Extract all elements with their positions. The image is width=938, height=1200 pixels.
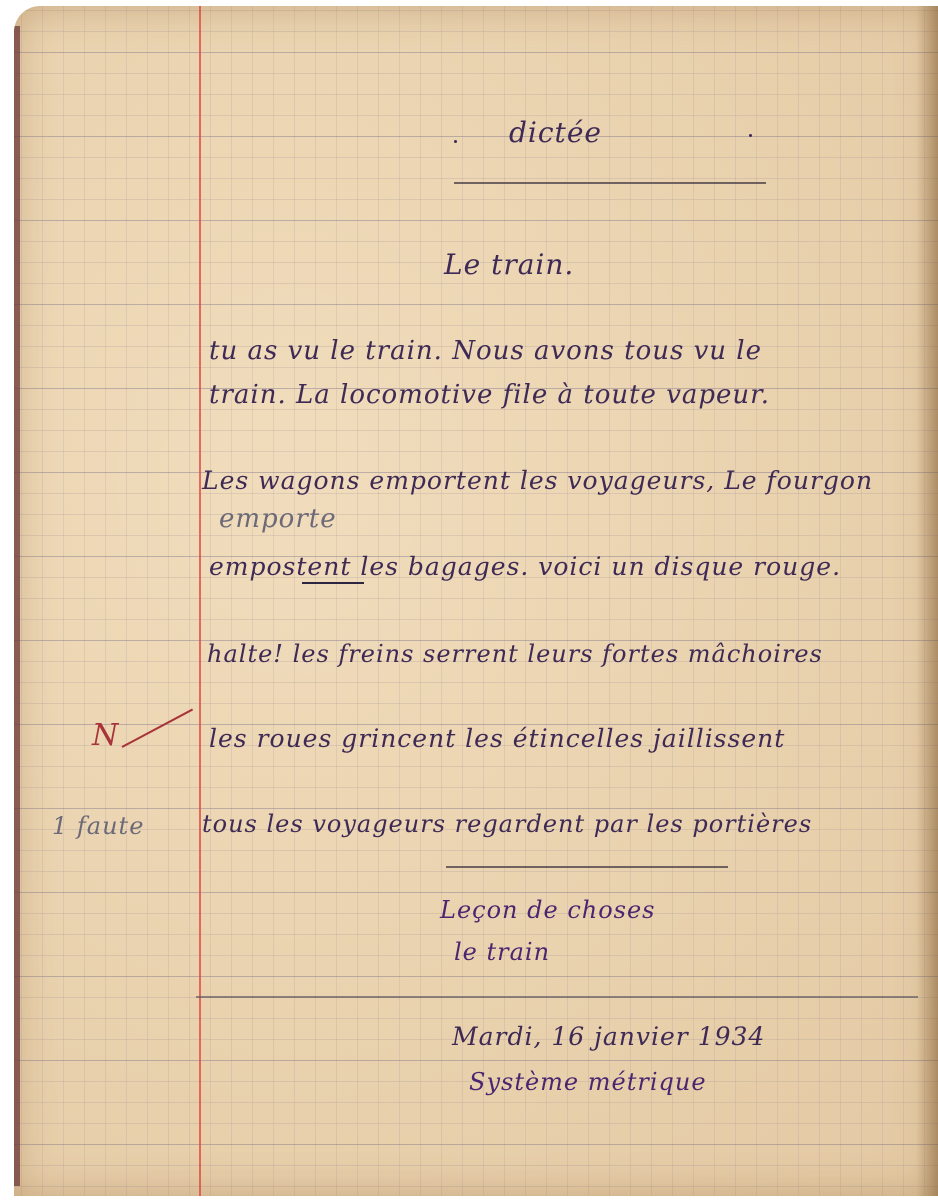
- dictation-line-2: train. La locomotive file à toute vapeur.: [209, 380, 771, 410]
- lesson-title: Leçon de choses: [440, 896, 656, 924]
- red-margin-line: [199, 6, 201, 1196]
- margin-note: 1 faute: [52, 812, 145, 840]
- next-topic: Système métrique: [469, 1068, 707, 1096]
- closing-rule: [446, 866, 728, 868]
- dictation-line-5: halte! les freins serrent leurs fortes mâchoires: [207, 640, 823, 668]
- dictation-line-7: tous les voyageurs regardent par les portières: [202, 810, 813, 838]
- dictation-line-4: empostent les bagages. voici un disque rouge.: [209, 552, 842, 581]
- decorative-dot-left: [454, 140, 457, 143]
- page-spine-shadow: [916, 6, 938, 1196]
- decorative-dot-right: [749, 134, 752, 137]
- dictation-subtitle: Le train.: [444, 248, 575, 281]
- notebook-page: [14, 6, 938, 1196]
- dictation-line-6: les roues grincent les étincelles jaillissent: [209, 724, 786, 753]
- grade-mark: N: [92, 718, 120, 753]
- title-underline: [454, 182, 766, 184]
- page-title: dictée: [509, 116, 602, 149]
- correction-word: emporte: [219, 504, 337, 534]
- error-underline: [302, 582, 364, 584]
- notebook-binding: [14, 26, 20, 1186]
- date-line: Mardi, 16 janvier 1934: [452, 1022, 766, 1051]
- dictation-line-1: tu as vu le train. Nous avons tous vu le: [209, 336, 763, 366]
- dictation-line-3: Les wagons emportent les voyageurs, Le fourgon: [202, 466, 874, 495]
- section-divider: [196, 996, 918, 998]
- lesson-subject: le train: [454, 938, 551, 966]
- grade-stroke: [122, 709, 194, 748]
